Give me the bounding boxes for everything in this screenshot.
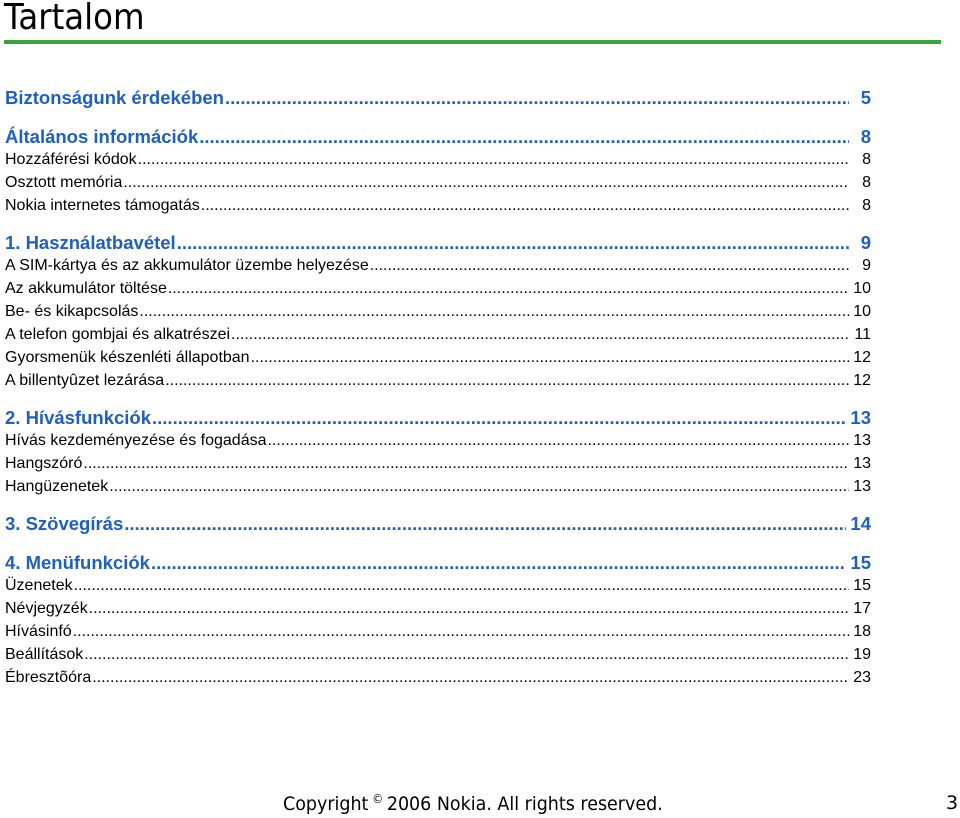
toc-page-number: 18 (853, 623, 871, 640)
toc-entry-row[interactable] (5, 300, 871, 323)
toc-leader-dots (83, 452, 849, 475)
toc-page-number: 10 (853, 280, 871, 297)
toc-page-number: 13 (853, 455, 871, 472)
toc-entry-row[interactable] (5, 666, 871, 689)
toc-entry-label: A SIM-kártya és az akkumulátor üzembe helyezése (5, 257, 369, 274)
toc-section (5, 125, 871, 217)
toc-leader-dots (109, 475, 849, 498)
toc-section (5, 551, 871, 689)
toc-page-number: 23 (853, 669, 871, 686)
toc-leader-dots (151, 551, 846, 574)
table-of-contents (5, 86, 871, 689)
toc-section (5, 406, 871, 498)
page-number: 3 (946, 792, 959, 814)
toc-entry-label: Hangüzenetek (5, 478, 109, 495)
toc-entry-row[interactable] (5, 254, 871, 277)
toc-page-number: 13 (853, 432, 871, 449)
toc-page-number: 12 (853, 372, 871, 389)
toc-section (5, 86, 871, 109)
toc-page-number: 9 (862, 257, 871, 274)
toc-entry-label: Az akkumulátor töltése (5, 280, 167, 297)
toc-entry-label: Be- és kikapcsolás (5, 303, 139, 320)
toc-leader-dots (199, 125, 849, 148)
toc-leader-dots (231, 323, 849, 346)
toc-section (5, 231, 871, 392)
toc-page-number: 10 (853, 303, 871, 320)
toc-entry-label: Hangszóró (5, 455, 83, 472)
toc-leader-dots (168, 277, 849, 300)
toc-page-number: 11 (854, 326, 871, 343)
toc-page-number: 15 (850, 552, 871, 573)
toc-entry-row[interactable] (5, 346, 871, 369)
copyright-notice (283, 792, 663, 815)
toc-page-number: 12 (853, 349, 871, 366)
toc-entry-row[interactable] (5, 171, 871, 194)
toc-page-number: 8 (862, 151, 871, 168)
toc-chapter-row[interactable] (5, 512, 871, 535)
toc-page-number: 8 (862, 197, 871, 214)
toc-entry-row[interactable] (5, 323, 871, 346)
toc-entry-label: Osztott memória (5, 174, 123, 191)
toc-chapter-label: 3. Szövegírás (5, 513, 124, 534)
toc-page-number: 19 (853, 646, 871, 663)
toc-entry-label: Beállítások (5, 646, 84, 663)
toc-entry-row[interactable] (5, 574, 871, 597)
toc-page-number: 9 (860, 232, 871, 253)
toc-chapter-row[interactable] (5, 551, 871, 574)
toc-chapter-label: 4. Menüfunkciók (5, 552, 150, 573)
toc-leader-dots (152, 406, 846, 429)
toc-section (5, 512, 871, 535)
toc-entry-row[interactable] (5, 148, 871, 171)
toc-chapter-label: 1. Használatbavétel (5, 232, 176, 253)
toc-chapter-row[interactable] (5, 125, 871, 148)
toc-entry-label: Ébresztõóra (5, 669, 92, 686)
toc-entry-label: Hívás kezdeményezése és fogadása (5, 432, 267, 449)
toc-entry-label: A billentyûzet lezárása (5, 372, 165, 389)
toc-leader-dots (124, 512, 846, 535)
toc-leader-dots (177, 231, 849, 254)
toc-entry-label: A telefon gombjai és alkatrészei (5, 326, 231, 343)
toc-chapter-label: Biztonságunk érdekében (5, 87, 224, 108)
toc-entry-row[interactable] (5, 429, 871, 452)
toc-leader-dots (370, 254, 849, 277)
toc-leader-dots (165, 369, 849, 392)
toc-leader-dots (123, 171, 849, 194)
toc-page-number: 17 (853, 600, 871, 617)
toc-leader-dots (74, 574, 849, 597)
toc-entry-row[interactable] (5, 475, 871, 498)
toc-leader-dots (92, 666, 849, 689)
toc-entry-row[interactable] (5, 277, 871, 300)
toc-leader-dots (89, 597, 849, 620)
toc-page-number: 15 (853, 577, 871, 594)
toc-leader-dots (138, 148, 849, 171)
toc-chapter-label: 2. Hívásfunkciók (5, 407, 152, 428)
toc-entry-row[interactable] (5, 194, 871, 217)
toc-chapter-row[interactable] (5, 86, 871, 109)
toc-leader-dots (201, 194, 849, 217)
toc-page-number: 13 (853, 478, 871, 495)
toc-page-number: 14 (850, 513, 871, 534)
toc-entry-label: Üzenetek (5, 577, 73, 594)
toc-page-number: 13 (850, 407, 871, 428)
toc-leader-dots (73, 620, 849, 643)
toc-leader-dots (139, 300, 849, 323)
toc-page-number: 8 (860, 126, 871, 147)
toc-leader-dots (225, 86, 849, 109)
toc-leader-dots (267, 429, 849, 452)
toc-entry-label: Hozzáférési kódok (5, 151, 137, 168)
page-title: Tartalom (4, 0, 145, 38)
toc-entry-row[interactable] (5, 452, 871, 475)
copyright-text: 2006 Nokia. All rights reserved. (386, 793, 663, 815)
toc-entry-row[interactable] (5, 620, 871, 643)
toc-entry-row[interactable] (5, 643, 871, 666)
toc-leader-dots (84, 643, 849, 666)
toc-leader-dots (251, 346, 849, 369)
toc-entry-row[interactable] (5, 597, 871, 620)
copyright-symbol: © (372, 792, 384, 806)
toc-page-number: 5 (860, 87, 871, 108)
toc-chapter-label: Általános információk (5, 126, 199, 147)
toc-entry-row[interactable] (5, 369, 871, 392)
toc-chapter-row[interactable] (5, 406, 871, 429)
copyright-prefix: Copyright (283, 793, 369, 815)
toc-entry-label: Gyorsmenük készenléti állapotban (5, 349, 250, 366)
title-divider (4, 40, 941, 44)
toc-entry-label: Nokia internetes támogatás (5, 197, 200, 214)
toc-page-number: 8 (862, 174, 871, 191)
toc-chapter-row[interactable] (5, 231, 871, 254)
toc-entry-label: Névjegyzék (5, 600, 88, 617)
toc-entry-label: Hívásinfó (5, 623, 72, 640)
